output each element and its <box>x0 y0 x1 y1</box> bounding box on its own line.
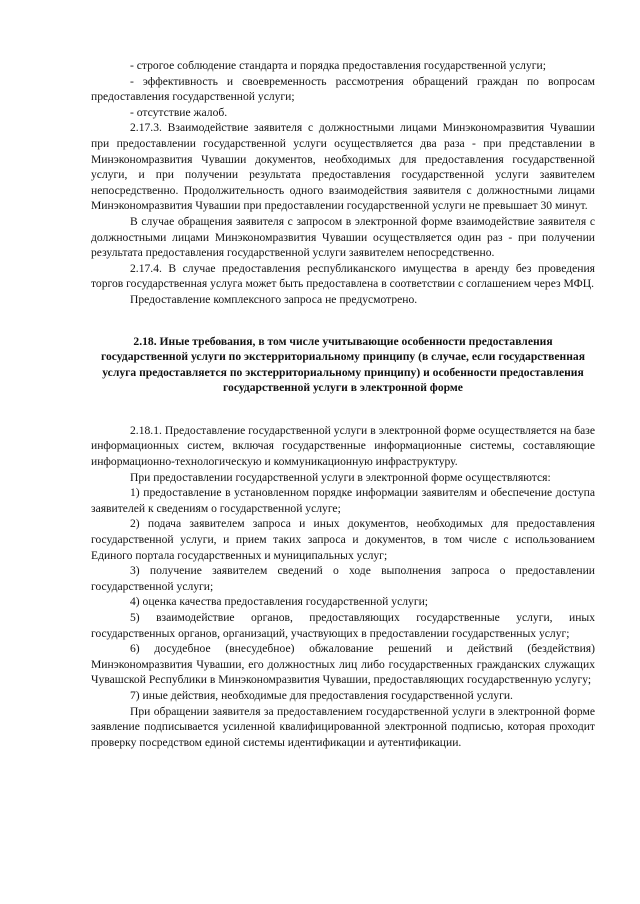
list-item-7: 7) иные действия, необходимые для предоставления государственной услуги. <box>130 688 513 702</box>
list-item-4: 4) оценка качества предоставления государственной услуги; <box>130 595 428 609</box>
paragraph-electronic-interaction: В случае обращения заявителя с запросом в электронной форме взаимодействие заявителя с должностными лицами Минэкономразвития Чувашии осуществляется один раз - при получении результата предоставления государственной услуги заявителем непосредственно. <box>91 214 595 260</box>
paragraph-2-17-4: 2.17.4. В случае предоставления республиканского имущества в аренду без проведения торгов государственная услуга может быть предоставлена в соответствии с соглашением через МФЦ. <box>91 261 595 291</box>
paragraph-standard-compliance: - строгое соблюдение стандарта и порядка предоставления государственной услуги; <box>130 59 546 72</box>
paragraph-efficiency: - эффективность и своевременность рассмотрения обращений граждан по вопросам предоставления государственной услуги; <box>91 74 595 104</box>
list-item-1: 1) предоставление в установленном порядке информации заявителям и обеспечение доступа заявителей к сведениям о государственной услуге; <box>91 486 595 515</box>
paragraph-2-17-3: 2.17.3. Взаимодействие заявителя с должностными лицами Минэкономразвития Чувашии при предоставлении государственной услуги осуществляется два раза - при представлении в Минэкономразвития Чувашии документов, необходимых для предоставления государственной услуги, и при получении результата предоставления государственной услуги заявителем непосредственно. Продолжительность одного взаимодействия заявителя с должностными лицами Минэкономразвития Чувашии при предоставлении государственной услуги не превышает 30 минут. <box>91 121 595 213</box>
list-item-5: 5) взаимодействие органов, предоставляющих государственные услуги, иных государственных органов, организаций, участвующих в предоставлении государственных услуг; <box>91 611 595 640</box>
paragraph-electronic-signature: При обращении заявителя за предоставлением государственной услуги в электронной форме заявление подписывается усиленной квалифицированной электронной подписью, которая проходит проверку посредством единой системы идентификации и аутентификации. <box>91 704 595 749</box>
paragraph-2-18-1: 2.18.1. Предоставление государственной услуги в электронной форме осуществляется на базе информационных систем, включая государственные информационные системы, составляющие информационно-технологическую и коммуникационную инфраструктуру. <box>91 423 595 469</box>
list-item-2: 2) подача заявителем запроса и иных документов, необходимых для предоставления государственной услуги, и прием таких запроса и документов, в том числе с использованием Единого портала государственных и муниципальных услуг; <box>91 517 595 562</box>
paragraph-no-complaints: - отсутствие жалоб. <box>130 105 228 119</box>
paragraph-complex-request: Предоставление комплексного запроса не предусмотрено. <box>130 292 418 306</box>
section-heading-2-18: 2.18. Иные требования, в том числе учитывающие особенности предоставления государственной услуги по экстерриториальному принципу (в случае, если государственная услуга предоставляется по экстерриториальному принципу) и особенности предоставления государственной услуги в электронной форме <box>101 334 585 395</box>
document-page <box>91 58 595 750</box>
list-item-6: 6) досудебное (внесудебное) обжалование решений и действий (бездействия) Минэкономразвития Чувашии, его должностных лиц либо государственных гражданских служащих Чувашской Республики в Минэкономразвития Чувашии, предоставляющих государственную услугу; <box>91 642 595 687</box>
list-item-3: 3) получение заявителем сведений о ходе выполнения запроса о предоставлении государственной услуги; <box>91 564 595 593</box>
paragraph-electronic-form-intro: При предоставлении государственной услуги в электронной форме осуществляются: <box>130 470 551 484</box>
